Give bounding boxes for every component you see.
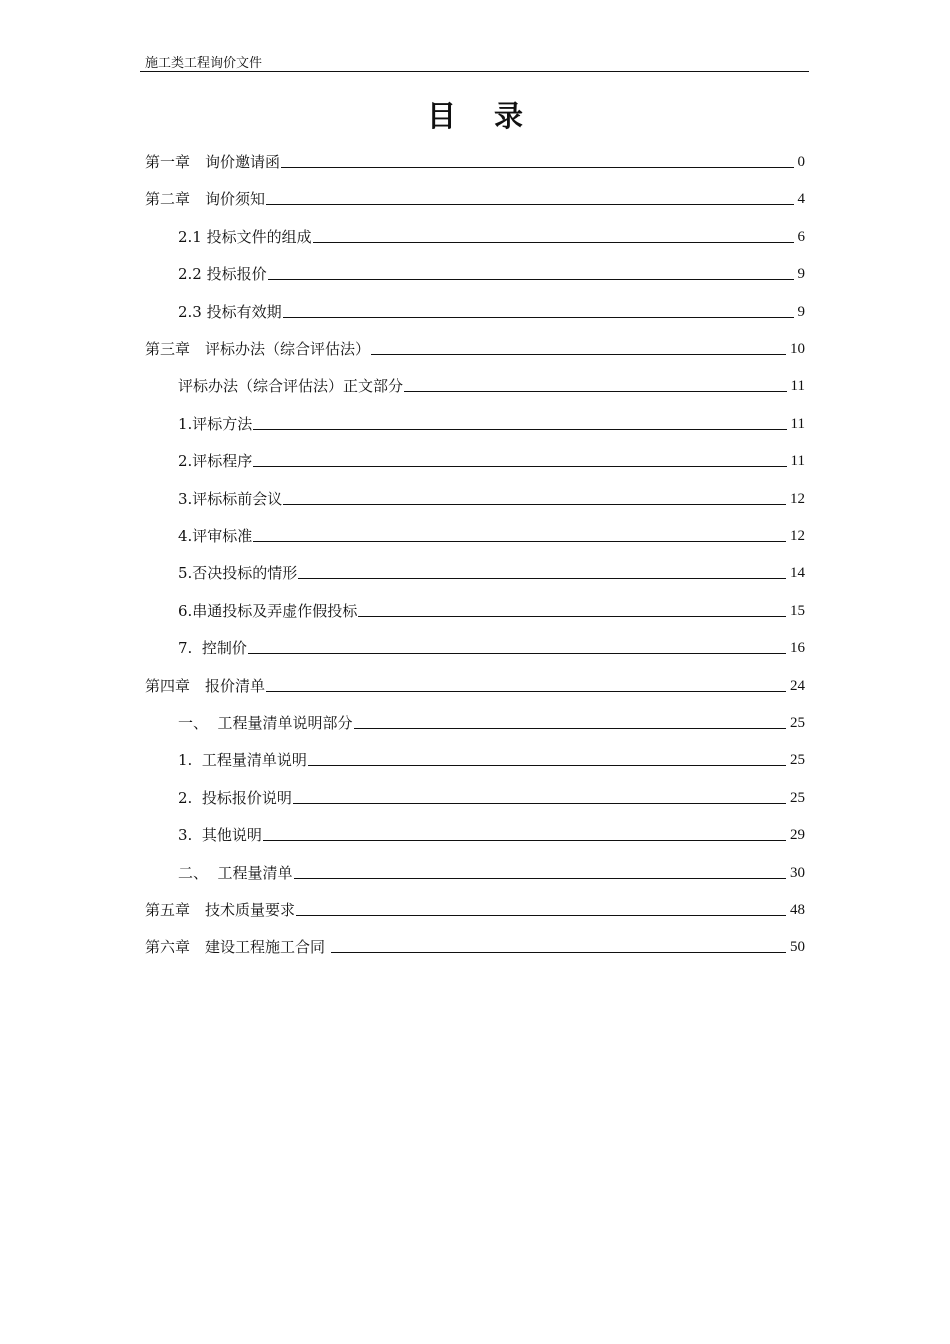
toc-entry[interactable]: [178, 524, 805, 546]
toc-entry-label: 第三章 评标办法（综合评估法）: [145, 340, 371, 358]
toc-leader-line: [404, 390, 787, 392]
toc-entry-label: 2.评标程序: [178, 452, 253, 471]
toc-entry-label: 3. 其他说明: [178, 826, 262, 845]
toc-page-number: 9: [797, 303, 805, 320]
toc-leader-line: [268, 278, 794, 280]
toc-page-number: 15: [790, 602, 805, 619]
toc-leader-line: [354, 727, 786, 729]
toc-entry-label: 1.评标方法: [178, 414, 253, 433]
toc-page-number: 25: [790, 752, 805, 769]
toc-entry[interactable]: [145, 337, 805, 359]
toc-entry-label: 5.否决投标的情形: [178, 564, 298, 583]
toc-page-number: 10: [790, 341, 805, 357]
toc-entry[interactable]: [178, 262, 805, 284]
toc-entry-label: 7. 控制价: [178, 639, 247, 658]
toc-entry-label: 1. 工程量清单说明: [178, 751, 307, 770]
toc-leader-line: [248, 652, 786, 654]
toc-page-number: 25: [790, 789, 805, 806]
toc-leader-line: [371, 353, 786, 355]
toc-page-number: 11: [790, 415, 805, 432]
toc-leader-line: [313, 241, 794, 243]
toc-page-number: 6: [797, 228, 805, 245]
page-title: 目录: [426, 99, 561, 133]
toc-entry-label: 评标办法（综合评估法）正文部分: [178, 377, 404, 396]
toc-page-number: 12: [790, 490, 805, 507]
toc-entry-label: 6.串通投标及弄虚作假投标: [178, 601, 358, 620]
toc-entry-label: 二、 工程量清单: [178, 863, 293, 882]
toc-page-number: 11: [790, 378, 805, 395]
toc-leader-line: [253, 540, 786, 542]
toc-page-number: 14: [790, 565, 805, 582]
toc-page-number: 16: [790, 640, 805, 657]
toc-entry[interactable]: [145, 674, 805, 696]
toc-entry-label: 4.评审标准: [178, 527, 253, 545]
toc-page-number: 4: [797, 191, 805, 208]
toc-entry-label: 第五章 技术质量要求: [145, 901, 296, 919]
toc-leader-line: [298, 577, 786, 579]
toc-leader-line: [266, 690, 786, 692]
toc-entry-label: 第四章 报价清单: [145, 676, 266, 695]
toc-entry[interactable]: [178, 412, 805, 434]
toc-entry[interactable]: [178, 711, 805, 733]
toc-entry[interactable]: [178, 786, 805, 808]
toc-entry-label: 一、 工程量清单说明部分: [178, 714, 353, 732]
header-rule: [140, 71, 809, 72]
toc-page-number: 30: [790, 864, 805, 881]
toc-page-number: 29: [790, 827, 805, 844]
toc-entry[interactable]: [178, 599, 805, 621]
toc-leader-line: [281, 166, 793, 168]
toc-entry-label: 第二章 询价须知: [145, 190, 266, 209]
toc-page-number: 0: [797, 154, 805, 170]
toc-page-number: 50: [790, 939, 805, 956]
toc-page-number: 11: [790, 453, 805, 470]
toc-entry[interactable]: [178, 748, 805, 770]
toc-entry-label: 第一章 询价邀请函: [145, 153, 281, 171]
toc-leader-line: [296, 914, 786, 916]
toc-leader-line: [294, 877, 786, 879]
toc-entry-label: 2. 投标报价说明: [178, 788, 292, 807]
toc-leader-line: [293, 802, 786, 804]
toc-entry[interactable]: [178, 636, 805, 658]
toc-entry[interactable]: [178, 487, 805, 509]
toc-entry-label: 第六章 建设工程施工合同: [145, 938, 330, 957]
toc-leader-line: [331, 951, 786, 953]
toc-leader-line: [308, 764, 786, 766]
toc-page-number: 12: [790, 528, 805, 544]
toc-page-number: 9: [797, 266, 805, 283]
toc-page-number: 25: [790, 715, 805, 731]
toc-entry[interactable]: [178, 823, 805, 845]
toc-leader-line: [358, 615, 786, 617]
toc-entry[interactable]: [178, 861, 805, 883]
toc-entry[interactable]: [178, 225, 805, 247]
toc-leader-line: [253, 465, 786, 467]
toc-entry[interactable]: [145, 187, 805, 209]
toc-entry[interactable]: [178, 449, 805, 471]
toc-entry-label: 2.1 投标文件的组成: [178, 227, 312, 246]
toc-entry[interactable]: [178, 300, 805, 322]
toc-entry-label: 2.3 投标有效期: [178, 302, 282, 321]
toc-leader-line: [266, 203, 793, 205]
toc-leader-line: [253, 428, 786, 430]
toc-leader-line: [283, 503, 786, 505]
toc-leader-line: [263, 839, 786, 841]
toc-entry[interactable]: [145, 150, 805, 172]
toc-entry[interactable]: [178, 374, 805, 396]
toc-page-number: 48: [790, 902, 805, 918]
running-header: 施工类工程询价文件: [145, 56, 263, 71]
toc-page-number: 24: [790, 677, 805, 694]
toc-entry[interactable]: [145, 898, 805, 920]
toc-leader-line: [283, 316, 794, 318]
toc-entry-label: 3.评标标前会议: [178, 489, 283, 508]
toc-entry-label: 2.2 投标报价: [178, 265, 267, 284]
toc-entry[interactable]: [178, 561, 805, 583]
toc-entry[interactable]: [145, 935, 805, 957]
